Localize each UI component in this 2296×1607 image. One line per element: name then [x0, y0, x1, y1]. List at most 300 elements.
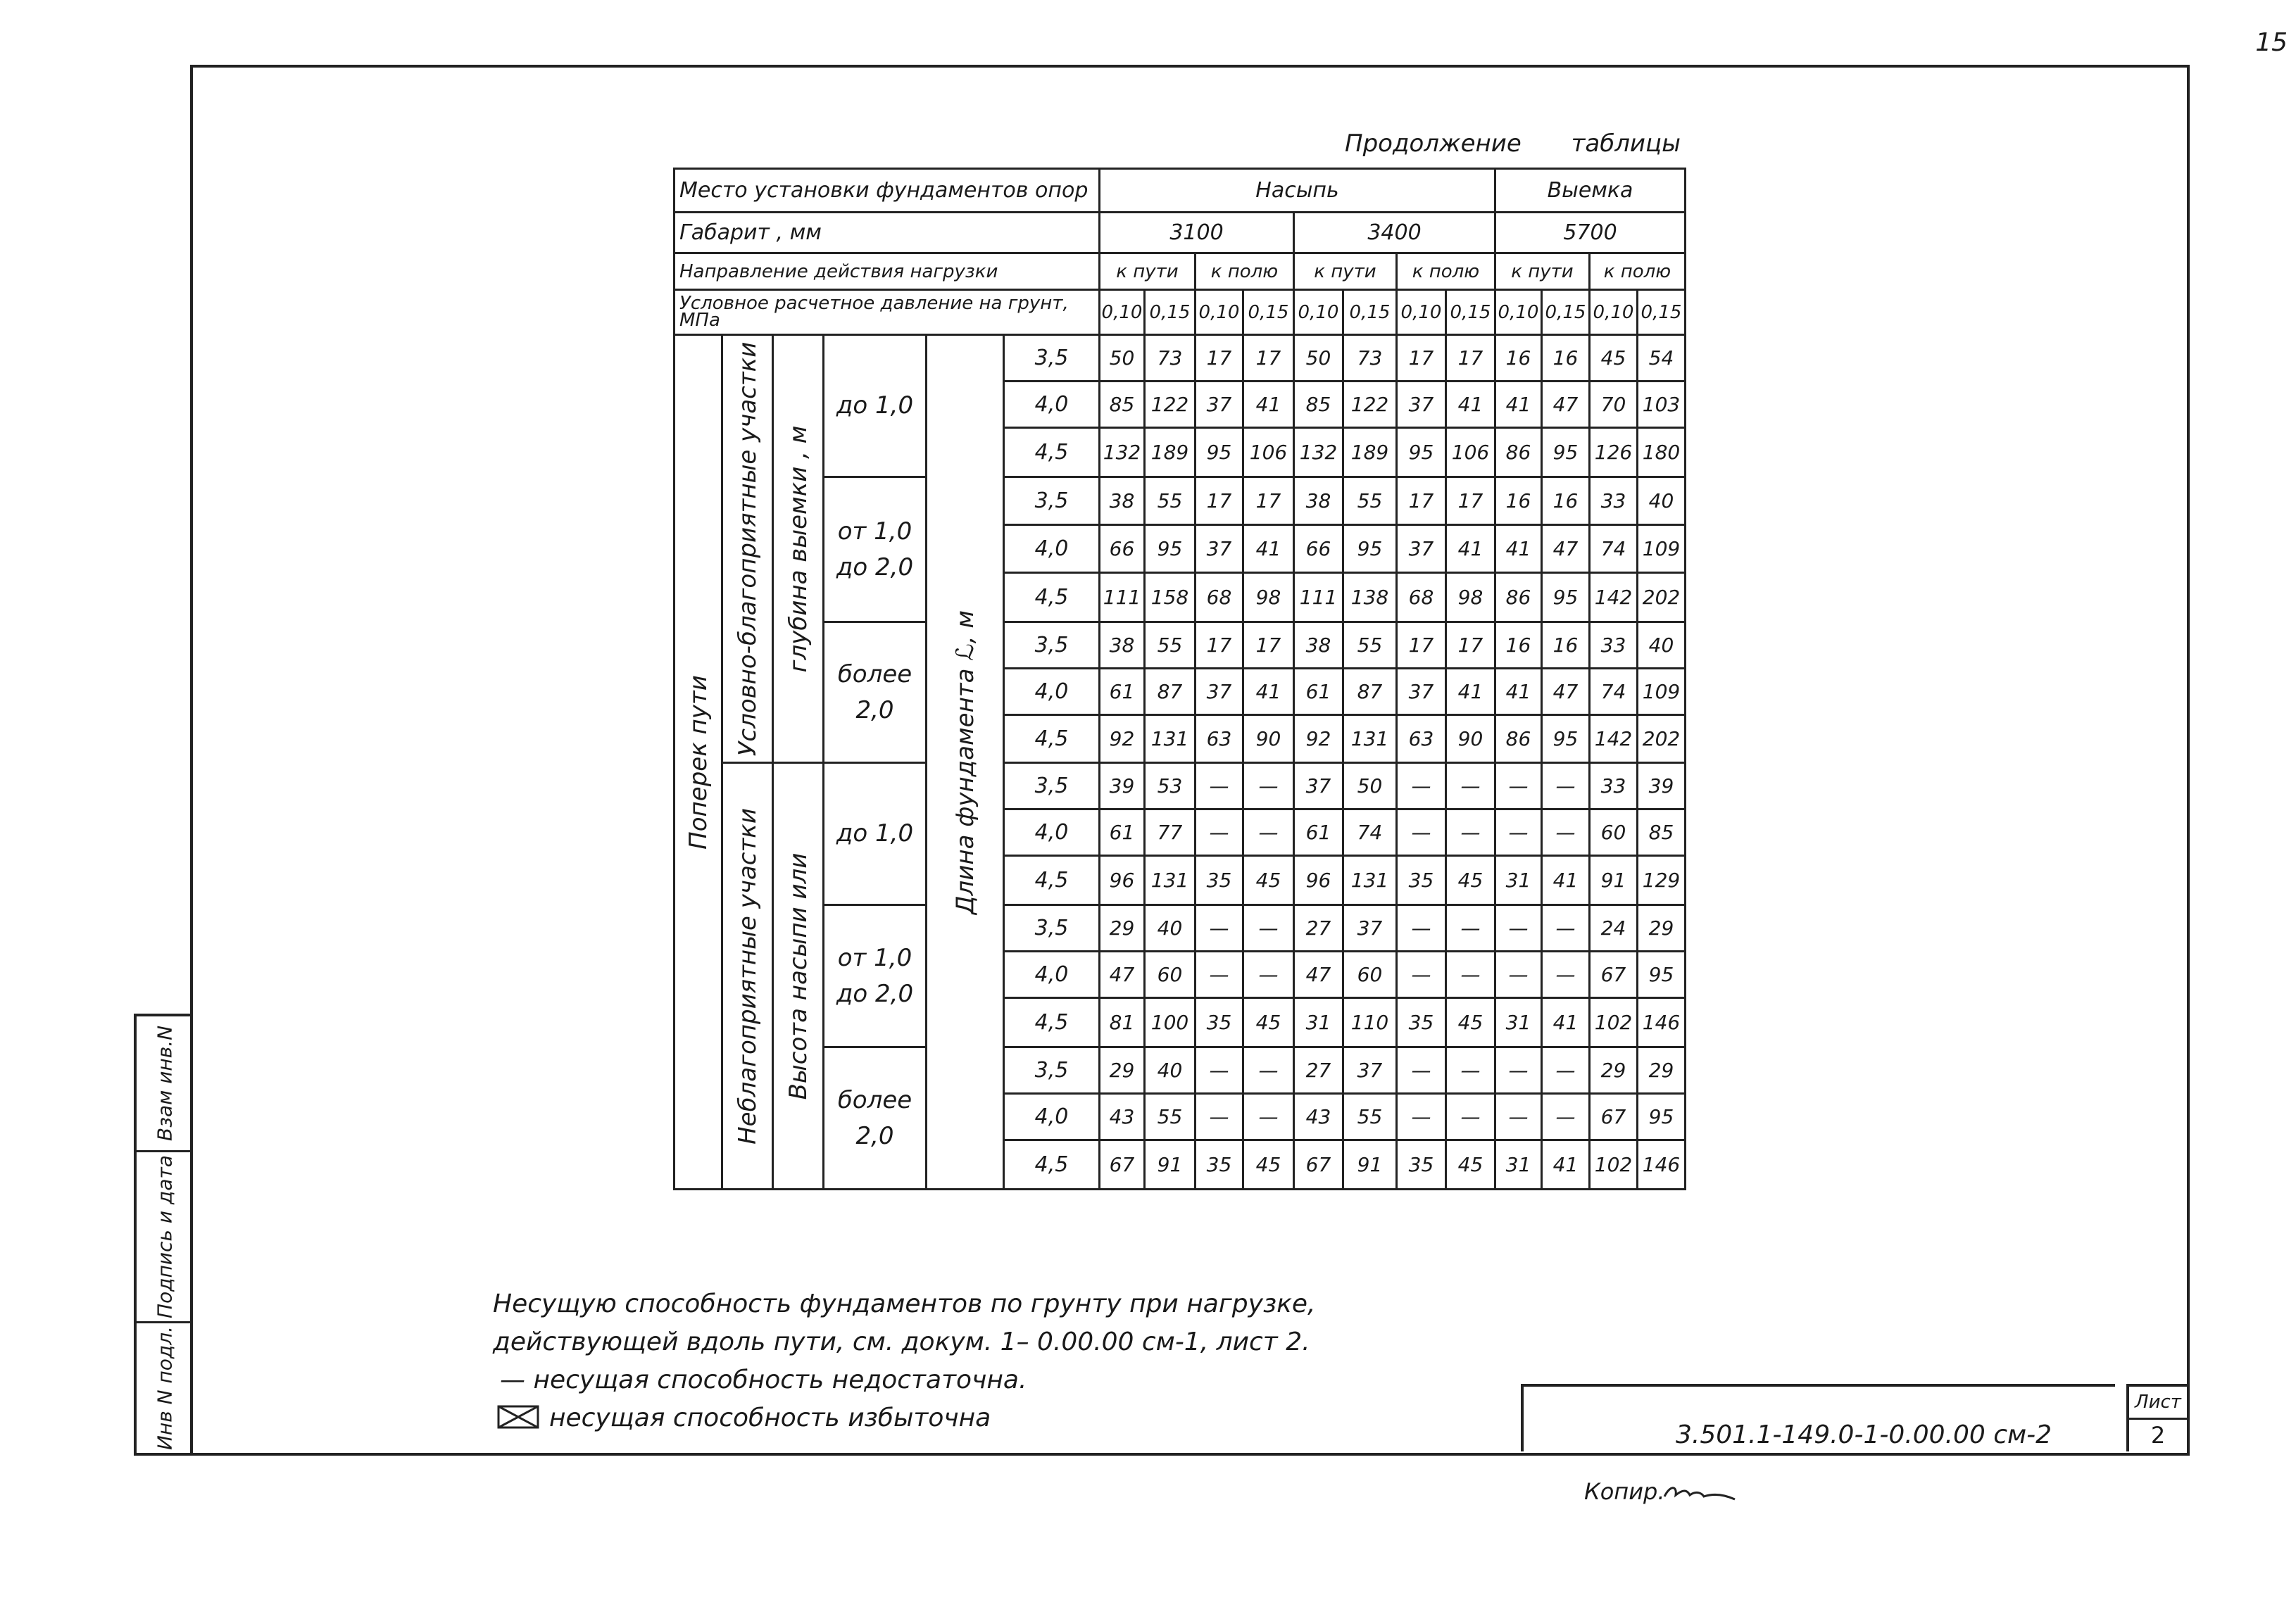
capacity-cell: — — [1495, 905, 1542, 952]
height-group-5: от 1,0 до 2,0 — [824, 905, 927, 1047]
capacity-cell: 122 — [1343, 382, 1397, 428]
capacity-cell: 106 — [1446, 428, 1495, 477]
gabarit-3400: 3400 — [1294, 213, 1495, 253]
capacity-cell: 47 — [1100, 952, 1145, 998]
capacity-cell: 131 — [1343, 715, 1397, 763]
capacity-cell: 17 — [1446, 622, 1495, 669]
capacity-cell: 109 — [1638, 669, 1686, 715]
table-row — [675, 763, 1686, 809]
p-010: 0,10 — [1196, 290, 1243, 335]
capacity-cell: — — [1196, 1047, 1243, 1094]
capacity-cell: 43 — [1294, 1094, 1343, 1140]
length-value: 4,0 — [1004, 1094, 1100, 1140]
capacity-cell: 41 — [1542, 998, 1590, 1047]
continuation-title: Продолжение таблицы — [1345, 130, 1681, 158]
poperek-label-text: Поперек пути — [684, 674, 713, 850]
capacity-cell: 16 — [1542, 477, 1590, 525]
capacity-cell: 91 — [1145, 1140, 1196, 1190]
capacity-cell: 16 — [1495, 477, 1542, 525]
capacity-cell: — — [1495, 809, 1542, 856]
capacity-cell: — — [1397, 952, 1446, 998]
capacity-cell: 45 — [1590, 335, 1638, 382]
capacity-cell: 131 — [1145, 856, 1196, 905]
capacity-cell: 29 — [1638, 1047, 1686, 1094]
capacity-cell: — — [1397, 1094, 1446, 1140]
capacity-cell: 95 — [1542, 715, 1590, 763]
capacity-cell: 55 — [1145, 1094, 1196, 1140]
sidebar-cell-inv — [137, 1323, 193, 1453]
capacity-cell: 27 — [1294, 905, 1343, 952]
capacity-cell: — — [1397, 1047, 1446, 1094]
capacity-cell: 29 — [1590, 1047, 1638, 1094]
capacity-cell: 37 — [1196, 382, 1243, 428]
capacity-cell: 54 — [1638, 335, 1686, 382]
capacity-cell: 24 — [1590, 905, 1638, 952]
capacity-cell: 41 — [1495, 525, 1542, 573]
p-015: 0,15 — [1145, 290, 1196, 335]
capacity-cell: 55 — [1343, 622, 1397, 669]
table-row — [675, 905, 1686, 952]
capacity-cell: 33 — [1590, 622, 1638, 669]
capacity-cell: 132 — [1100, 428, 1145, 477]
poperek-label — [675, 335, 722, 1190]
length-value: 4,0 — [1004, 382, 1100, 428]
p-015: 0,15 — [1446, 290, 1495, 335]
capacity-cell: 17 — [1397, 477, 1446, 525]
capacity-cell: 68 — [1196, 573, 1243, 622]
height-label-text: Высота насыпи или — [784, 852, 813, 1099]
depth-label — [773, 335, 824, 763]
capacity-cell: 50 — [1100, 335, 1145, 382]
capacity-cell: — — [1243, 905, 1294, 952]
height-group-6: более 2,0 — [824, 1047, 927, 1190]
length-value: 3,5 — [1004, 763, 1100, 809]
capacity-cell: 31 — [1495, 856, 1542, 905]
capacity-cell: — — [1495, 1047, 1542, 1094]
capacity-cell: 45 — [1243, 1140, 1294, 1190]
capacity-cell: 45 — [1243, 998, 1294, 1047]
capacity-cell: 74 — [1590, 669, 1638, 715]
capacity-cell: — — [1495, 1094, 1542, 1140]
capacity-cell: 95 — [1145, 525, 1196, 573]
capacity-cell: — — [1196, 1094, 1243, 1140]
p-015: 0,15 — [1243, 290, 1294, 335]
capacity-cell: 16 — [1542, 335, 1590, 382]
nasyp-header: Насыпь — [1100, 169, 1495, 213]
capacity-cell: 91 — [1343, 1140, 1397, 1190]
capacity-cell: 17 — [1196, 335, 1243, 382]
vyemka-header: Выемка — [1495, 169, 1686, 213]
gabarit-label: Габарит , мм — [675, 213, 1100, 253]
note-line-4: несущая способность избыточна — [549, 1404, 991, 1432]
capacity-cell: 17 — [1243, 335, 1294, 382]
length-value: 3,5 — [1004, 622, 1100, 669]
capacity-cell: 66 — [1294, 525, 1343, 573]
capacity-cell: 138 — [1343, 573, 1397, 622]
capacity-cell: 102 — [1590, 1140, 1638, 1190]
length-value: 4,0 — [1004, 669, 1100, 715]
length-value: 3,5 — [1004, 477, 1100, 525]
capacity-cell: 81 — [1100, 998, 1145, 1047]
depth-label-text: глубина выемки , м — [784, 425, 813, 672]
capacity-cell: 132 — [1294, 428, 1343, 477]
p-015: 0,15 — [1638, 290, 1686, 335]
capacity-cell: 45 — [1446, 998, 1495, 1047]
capacity-cell: 90 — [1446, 715, 1495, 763]
capacity-cell: 106 — [1243, 428, 1294, 477]
capacity-cell: 142 — [1590, 715, 1638, 763]
capacity-cell: 67 — [1100, 1140, 1145, 1190]
capacity-cell: — — [1446, 1094, 1495, 1140]
capacity-cell: — — [1446, 1047, 1495, 1094]
capacity-cell: 35 — [1397, 856, 1446, 905]
capacity-cell: — — [1542, 905, 1590, 952]
capacity-cell: 85 — [1638, 809, 1686, 856]
capacity-cell: 31 — [1495, 1140, 1542, 1190]
dir-k-puti: к пути — [1495, 253, 1590, 290]
capacity-cell: 17 — [1243, 477, 1294, 525]
capacity-cell: 37 — [1196, 525, 1243, 573]
capacity-cell: 41 — [1446, 669, 1495, 715]
capacity-cell: 61 — [1100, 809, 1145, 856]
unfavorable-label — [722, 763, 773, 1190]
capacity-cell: 41 — [1542, 856, 1590, 905]
capacity-cell: 47 — [1542, 382, 1590, 428]
p-015: 0,15 — [1542, 290, 1590, 335]
capacity-cell: — — [1397, 809, 1446, 856]
capacity-cell: 95 — [1542, 573, 1590, 622]
capacity-cell: 41 — [1243, 525, 1294, 573]
capacity-cell: 35 — [1397, 1140, 1446, 1190]
capacity-cell: — — [1542, 1047, 1590, 1094]
capacity-cell: 31 — [1294, 998, 1343, 1047]
capacity-cell: 67 — [1590, 1094, 1638, 1140]
capacity-cell: 38 — [1294, 477, 1343, 525]
capacity-cell: — — [1542, 1094, 1590, 1140]
capacity-cell: — — [1243, 763, 1294, 809]
table-row — [675, 477, 1686, 525]
capacity-cell: 96 — [1100, 856, 1145, 905]
capacity-cell: 91 — [1590, 856, 1638, 905]
capacity-cell: — — [1243, 952, 1294, 998]
length-value: 4,5 — [1004, 1140, 1100, 1190]
capacity-cell: 60 — [1343, 952, 1397, 998]
capacity-cell: 180 — [1638, 428, 1686, 477]
capacity-cell: 29 — [1638, 905, 1686, 952]
capacity-cell: 43 — [1100, 1094, 1145, 1140]
capacity-cell: 60 — [1145, 952, 1196, 998]
capacity-cell: 87 — [1145, 669, 1196, 715]
capacity-cell: — — [1397, 763, 1446, 809]
capacity-cell: 67 — [1294, 1140, 1343, 1190]
note-line-3: — несущая способность недостаточна. — [500, 1366, 1027, 1394]
capacity-cell: 41 — [1495, 382, 1542, 428]
capacity-cell: 86 — [1495, 715, 1542, 763]
capacity-cell: 50 — [1343, 763, 1397, 809]
capacity-cell: 16 — [1495, 335, 1542, 382]
table-row — [675, 622, 1686, 669]
capacity-cell: 45 — [1446, 1140, 1495, 1190]
capacity-cell: 40 — [1638, 477, 1686, 525]
capacity-cell: 35 — [1196, 856, 1243, 905]
capacity-cell: 73 — [1343, 335, 1397, 382]
sheet-box — [2126, 1384, 2187, 1451]
capacity-cell: 77 — [1145, 809, 1196, 856]
direction-label: Направление действия нагрузки — [675, 253, 1100, 290]
place-label: Место установки фундаментов опор — [675, 169, 1100, 213]
capacity-cell: — — [1196, 763, 1243, 809]
sidebar-cell-sign — [137, 1152, 193, 1323]
capacity-cell: 41 — [1542, 1140, 1590, 1190]
gabarit-3100: 3100 — [1100, 213, 1294, 253]
data-table — [673, 168, 1686, 1190]
capacity-cell: 47 — [1542, 669, 1590, 715]
capacity-cell: — — [1542, 809, 1590, 856]
sidebar-inv: Инв N подл. — [153, 1325, 177, 1451]
capacity-cell: 29 — [1100, 905, 1145, 952]
capacity-cell: 146 — [1638, 998, 1686, 1047]
capacity-cell: 27 — [1294, 1047, 1343, 1094]
length-value: 4,5 — [1004, 998, 1100, 1047]
copier-signature-icon — [1662, 1478, 1739, 1506]
capacity-cell: 63 — [1397, 715, 1446, 763]
capacity-cell: 31 — [1495, 998, 1542, 1047]
capacity-cell: — — [1196, 905, 1243, 952]
capacity-cell: 17 — [1446, 335, 1495, 382]
capacity-cell: 86 — [1495, 573, 1542, 622]
length-value: 4,5 — [1004, 715, 1100, 763]
capacity-cell: 39 — [1100, 763, 1145, 809]
capacity-cell: 131 — [1145, 715, 1196, 763]
capacity-cell: 17 — [1196, 477, 1243, 525]
sidebar-vzam: Взам инв.N — [153, 1025, 177, 1142]
gabarit-5700: 5700 — [1495, 213, 1686, 253]
capacity-cell: 95 — [1196, 428, 1243, 477]
table-row — [675, 1047, 1686, 1094]
pressure-label: Условное расчетное давление на грунт, МПа — [675, 290, 1100, 335]
capacity-cell: — — [1243, 1094, 1294, 1140]
capacity-cell: 45 — [1446, 856, 1495, 905]
favorable-label — [722, 335, 773, 763]
capacity-cell: 17 — [1243, 622, 1294, 669]
capacity-cell: 92 — [1100, 715, 1145, 763]
capacity-cell: 35 — [1196, 1140, 1243, 1190]
capacity-cell: 17 — [1397, 622, 1446, 669]
capacity-cell: 37 — [1397, 669, 1446, 715]
height-group-2: от 1,0 до 2,0 — [824, 477, 927, 622]
capacity-cell: 95 — [1638, 1094, 1686, 1140]
capacity-cell: 37 — [1343, 1047, 1397, 1094]
capacity-cell: 41 — [1243, 669, 1294, 715]
capacity-cell: 189 — [1145, 428, 1196, 477]
capacity-cell: 35 — [1196, 998, 1243, 1047]
p-010: 0,10 — [1495, 290, 1542, 335]
capacity-cell: 38 — [1294, 622, 1343, 669]
capacity-cell: 53 — [1145, 763, 1196, 809]
capacity-cell: 73 — [1145, 335, 1196, 382]
capacity-cell: 189 — [1343, 428, 1397, 477]
p-010: 0,10 — [1590, 290, 1638, 335]
p-010: 0,10 — [1397, 290, 1446, 335]
capacity-cell: 41 — [1243, 382, 1294, 428]
capacity-cell: — — [1397, 905, 1446, 952]
unfavorable-label-text: Неблагоприятные участки — [733, 807, 762, 1145]
capacity-cell: 16 — [1542, 622, 1590, 669]
capacity-cell: — — [1495, 763, 1542, 809]
capacity-cell: — — [1446, 763, 1495, 809]
height-label — [773, 763, 824, 1190]
length-value: 4,0 — [1004, 952, 1100, 998]
capacity-cell: 95 — [1343, 525, 1397, 573]
length-value: 4,0 — [1004, 809, 1100, 856]
capacity-cell: 17 — [1196, 622, 1243, 669]
capacity-cell: 41 — [1446, 525, 1495, 573]
capacity-cell: 37 — [1294, 763, 1343, 809]
capacity-cell: 55 — [1343, 1094, 1397, 1140]
side-stamp — [134, 1014, 193, 1456]
capacity-cell: 87 — [1343, 669, 1397, 715]
capacity-cell: 41 — [1495, 669, 1542, 715]
capacity-cell: 40 — [1145, 905, 1196, 952]
capacity-cell: 45 — [1243, 856, 1294, 905]
capacity-cell: 95 — [1397, 428, 1446, 477]
capacity-cell: 95 — [1638, 952, 1686, 998]
capacity-cell: 86 — [1495, 428, 1542, 477]
capacity-cell: 102 — [1590, 998, 1638, 1047]
capacity-cell: 33 — [1590, 763, 1638, 809]
capacity-cell: — — [1542, 763, 1590, 809]
capacity-cell: — — [1542, 952, 1590, 998]
copy-label: Копир. — [1584, 1478, 1665, 1505]
capacity-cell: 55 — [1145, 477, 1196, 525]
capacity-cell: 61 — [1294, 809, 1343, 856]
capacity-cell: 55 — [1145, 622, 1196, 669]
length-label-text: Длина фундамента ℒ, м — [951, 610, 979, 914]
capacity-cell: 37 — [1397, 382, 1446, 428]
p-010: 0,10 — [1294, 290, 1343, 335]
capacity-cell: 55 — [1343, 477, 1397, 525]
capacity-cell: 95 — [1542, 428, 1590, 477]
sheet-number-top: 15 — [2255, 28, 2288, 57]
note-line-1: Несущую способность фундаментов по грунту при нагрузке, — [493, 1290, 1316, 1318]
capacity-cell: 37 — [1397, 525, 1446, 573]
capacity-cell: 47 — [1542, 525, 1590, 573]
capacity-cell: 35 — [1397, 998, 1446, 1047]
capacity-cell: 29 — [1100, 1047, 1145, 1094]
capacity-cell: 131 — [1343, 856, 1397, 905]
capacity-cell: 47 — [1294, 952, 1343, 998]
capacity-cell: 202 — [1638, 715, 1686, 763]
capacity-cell: 90 — [1243, 715, 1294, 763]
capacity-cell: 111 — [1294, 573, 1343, 622]
dir-k-polyu: к полю — [1397, 253, 1495, 290]
capacity-cell: 33 — [1590, 477, 1638, 525]
capacity-cell: — — [1243, 1047, 1294, 1094]
capacity-cell: 61 — [1294, 669, 1343, 715]
capacity-cell: 37 — [1196, 669, 1243, 715]
dir-k-polyu: к полю — [1196, 253, 1294, 290]
capacity-cell: 202 — [1638, 573, 1686, 622]
capacity-cell: 17 — [1446, 477, 1495, 525]
length-value: 4,0 — [1004, 525, 1100, 573]
capacity-cell: 74 — [1590, 525, 1638, 573]
p-015: 0,15 — [1343, 290, 1397, 335]
capacity-cell: 70 — [1590, 382, 1638, 428]
height-group-4: до 1,0 — [824, 763, 927, 905]
capacity-cell: 146 — [1638, 1140, 1686, 1190]
capacity-cell: 39 — [1638, 763, 1686, 809]
header-row-gabarit — [675, 213, 1686, 253]
dir-k-puti: к пути — [1294, 253, 1397, 290]
dir-k-puti: к пути — [1100, 253, 1196, 290]
capacity-cell: 50 — [1294, 335, 1343, 382]
capacity-cell: 96 — [1294, 856, 1343, 905]
capacity-cell: 37 — [1343, 905, 1397, 952]
length-value: 4,5 — [1004, 428, 1100, 477]
capacity-cell: 40 — [1638, 622, 1686, 669]
capacity-cell: 85 — [1100, 382, 1145, 428]
capacity-cell: 38 — [1100, 622, 1145, 669]
length-label — [927, 335, 1004, 1190]
capacity-cell: 63 — [1196, 715, 1243, 763]
capacity-cell: 85 — [1294, 382, 1343, 428]
capacity-cell: — — [1243, 809, 1294, 856]
capacity-cell: 110 — [1343, 998, 1397, 1047]
capacity-cell: 142 — [1590, 573, 1638, 622]
length-value: 3,5 — [1004, 335, 1100, 382]
table-row — [675, 335, 1686, 382]
header-row-place — [675, 169, 1686, 213]
capacity-cell: 129 — [1638, 856, 1686, 905]
capacity-cell: 92 — [1294, 715, 1343, 763]
capacity-cell: 111 — [1100, 573, 1145, 622]
capacity-cell: — — [1446, 905, 1495, 952]
capacity-cell: 60 — [1590, 809, 1638, 856]
header-row-pressure — [675, 290, 1686, 335]
length-value: 3,5 — [1004, 905, 1100, 952]
capacity-cell: 158 — [1145, 573, 1196, 622]
length-value: 4,5 — [1004, 856, 1100, 905]
sheet-label: Лист — [2129, 1387, 2187, 1420]
height-group-3: более 2,0 — [824, 622, 927, 763]
length-value: 3,5 — [1004, 1047, 1100, 1094]
capacity-cell: 103 — [1638, 382, 1686, 428]
capacity-cell: 67 — [1590, 952, 1638, 998]
capacity-cell: 38 — [1100, 477, 1145, 525]
dir-k-polyu: к полю — [1590, 253, 1686, 290]
capacity-cell: 74 — [1343, 809, 1397, 856]
capacity-cell: 68 — [1397, 573, 1446, 622]
capacity-cell: — — [1446, 809, 1495, 856]
capacity-cell: 16 — [1495, 622, 1542, 669]
capacity-cell: — — [1495, 952, 1542, 998]
capacity-cell: 98 — [1243, 573, 1294, 622]
sidebar-sign: Подпись и дата — [153, 1155, 177, 1318]
sheet-value: 2 — [2150, 1422, 2166, 1449]
height-group-1: до 1,0 — [824, 335, 927, 477]
capacity-cell: 122 — [1145, 382, 1196, 428]
length-value: 4,5 — [1004, 573, 1100, 622]
capacity-cell: — — [1196, 809, 1243, 856]
capacity-cell: 66 — [1100, 525, 1145, 573]
capacity-cell: 126 — [1590, 428, 1638, 477]
capacity-cell: 41 — [1446, 382, 1495, 428]
capacity-cell: 109 — [1638, 525, 1686, 573]
p-010: 0,10 — [1100, 290, 1145, 335]
capacity-cell: — — [1196, 952, 1243, 998]
capacity-cell: 100 — [1145, 998, 1196, 1047]
capacity-cell: 61 — [1100, 669, 1145, 715]
